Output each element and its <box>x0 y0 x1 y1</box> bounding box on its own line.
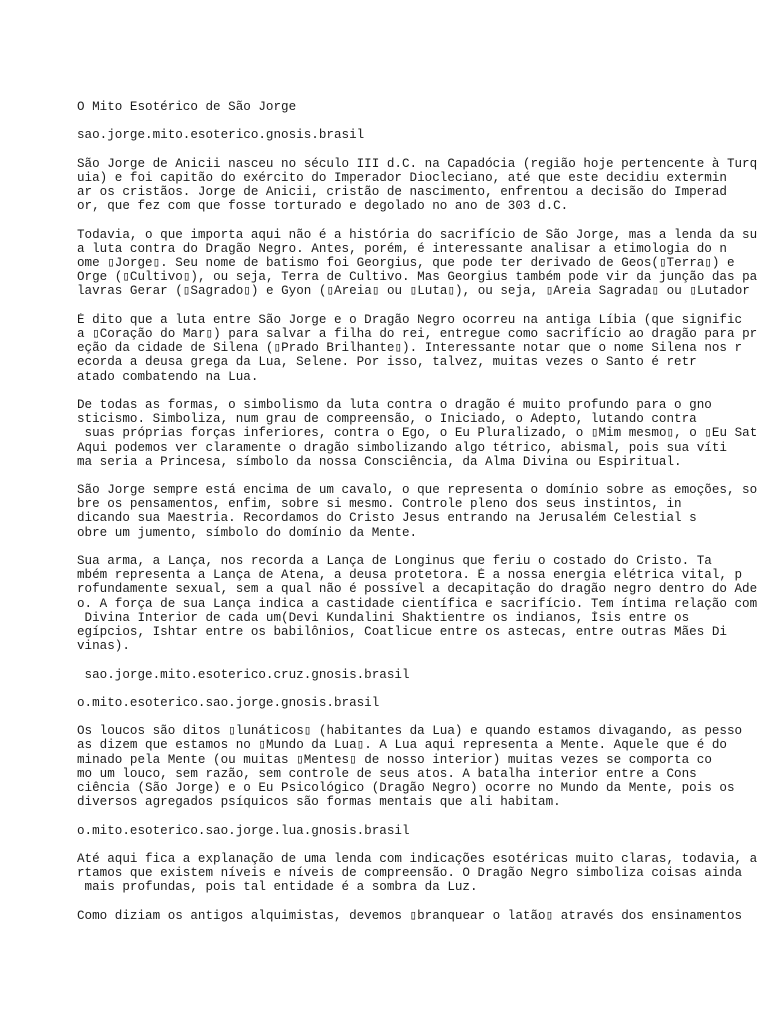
text-line: bre os pensamentos, enfim, sobre si mesmo. Controle pleno dos seus instintos, in <box>77 497 682 512</box>
text-line: Sua arma, a Lança, nos recorda a Lança de Longinus que feriu o costado do Cristo. Ta <box>77 554 712 568</box>
paragraph-5 <box>77 483 768 540</box>
paragraph-8 <box>77 852 768 895</box>
text-line: ma seria a Princesa, símbolo da nossa Consciência, da Alma Divina ou Espiritual. <box>77 454 682 469</box>
paragraph-2 <box>77 228 768 299</box>
text-line: Divina Interior de cada um(Devi Kundalini Shaktientre os indianos, Ísis entre os <box>77 610 690 625</box>
text-line: rofundamente sexual, sem a qual não é possível a decapitação do dragão negro dentro do Ade <box>77 582 758 597</box>
text-line: uia) e foi capitão do exército do Imperador Diocleciano, até que este decidiu extermin <box>77 170 727 185</box>
text-line: Até aqui fica a explanação de uma lenda com indicações esotéricas muito claras, todavia, a <box>77 851 758 866</box>
text-line: a luta contra do Dragão Negro. Antes, porém, é interessante analisar a etimologia do n <box>77 241 727 256</box>
paragraph-spacer <box>77 143 768 157</box>
text-line: a ▯Coração do Mar▯) para salvar a filha do rei, entregue como sacrifício ao dragão para pr <box>77 327 758 341</box>
paragraph-9 <box>77 909 768 923</box>
text-line: egípcios, Ishtar entre os babilônios, Coatlicue entre os astecas, entre outras Mães Di <box>77 624 727 639</box>
paragraph-6 <box>77 554 768 653</box>
paragraph-1 <box>77 157 768 214</box>
paragraph-spacer <box>77 299 768 313</box>
paragraph-4 <box>77 398 768 469</box>
site-name-4 <box>77 824 768 838</box>
document-title <box>77 100 768 114</box>
site-name-3 <box>77 696 768 710</box>
paragraph-spacer <box>77 682 768 696</box>
text-line: eção da cidade de Silena (▯Prado Brilhante▯). Interessante notar que o nome Silena nos r <box>77 341 743 356</box>
text-line: dicando sua Maestria. Recordamos do Cristo Jesus entrando na Jerusalém Celestial s <box>77 511 697 526</box>
text-line: mbém representa a Lança de Atena, a deusa protetora. É a nossa energia elétrica vital, p <box>77 568 743 583</box>
text-line: ciência (São Jorge) e o Eu Psicológico (Dragão Negro) ocorre no Mundo da Mente, pois os <box>77 781 735 795</box>
text-line: rtamos que existem níveis e níveis de compreensão. O Dragão Negro simboliza coisas ainda <box>77 866 743 881</box>
text-line: Aqui podemos ver claramente o dragão simbolizando algo tétrico, abismal, pois sua víti <box>77 440 727 455</box>
site-name-2 <box>77 668 768 682</box>
paragraph-spacer <box>77 895 768 909</box>
text-line: minado pela Mente (ou muitas ▯Mentes▯ de nosso interior) muitas vezes se comporta co <box>77 752 712 767</box>
text-line: ome ▯Jorge▯. Seu nome de batismo foi Georgius, que pode ter derivado de Geos(▯Terra▯) e <box>77 256 735 271</box>
text-line: suas próprias forças inferiores, contra o Ego, o Eu Pluralizado, o ▯Mim mesmo▯, o ▯Eu Sat <box>77 426 758 441</box>
paragraph-3 <box>77 313 768 384</box>
paragraph-spacer <box>77 469 768 483</box>
text-line: as dizem que estamos no ▯Mundo da Lua▯. A Lua aqui representa a Mente. Aquele que é do <box>77 738 727 753</box>
text-line: sticismo. Simboliza, num grau de compreensão, o Iniciado, o Adepto, lutando contra <box>77 412 697 427</box>
paragraph-spacer <box>77 838 768 852</box>
document-page <box>77 100 768 923</box>
paragraph-spacer <box>77 653 768 667</box>
text-line: sao.jorge.mito.esoterico.gnosis.brasil <box>77 128 365 143</box>
text-line: São Jorge de Anicii nasceu no século III d.C. na Capadócia (região hoje pertencente à Turq <box>77 156 758 171</box>
paragraph-7 <box>77 724 768 809</box>
text-line: É dito que a luta entre São Jorge e o Dragão Negro ocorreu na antiga Líbia (que signific <box>77 312 743 327</box>
text-line: ar os cristãos. Jorge de Anicii, cristão de nascimento, enfrentou a decisão do Imperad <box>77 185 727 200</box>
text-line: lavras Gerar (▯Sagrado▯) e Gyon (▯Areia▯ ou ▯Luta▯), ou seja, ▯Areia Sagrada▯ ou ▯Lutador <box>77 284 750 299</box>
text-line: mo um louco, sem razão, sem controle de seus atos. A batalha interior entre a Cons <box>77 766 697 781</box>
site-name-1 <box>77 128 768 142</box>
paragraph-spacer <box>77 710 768 724</box>
text-line: o. A força de sua Lança indica a castidade científica e sacrifício. Tem íntima relação com <box>77 596 758 611</box>
paragraph-spacer <box>77 809 768 823</box>
text-line: o.mito.esoterico.sao.jorge.gnosis.brasil <box>77 695 380 710</box>
text-line: O Mito Esotérico de São Jorge <box>77 100 297 114</box>
text-line: Todavia, o que importa aqui não é a história do sacrifício de São Jorge, mas a lenda da su <box>77 227 758 242</box>
text-line: Orge (▯Cultivo▯), ou seja, Terra de Cultivo. Mas Georgius também pode vir da junção das pa <box>77 270 758 285</box>
paragraph-spacer <box>77 540 768 554</box>
text-line: mais profundas, pois tal entidade é a sombra da Luz. <box>77 880 478 895</box>
text-line: De todas as formas, o simbolismo da luta contra o dragão é muito profundo para o gno <box>77 397 712 412</box>
text-line: vinas). <box>77 639 130 654</box>
text-line: sao.jorge.mito.esoterico.cruz.gnosis.brasil <box>77 667 410 682</box>
text-line: or, que fez com que fosse torturado e degolado no ano de 303 d.C. <box>77 199 569 214</box>
text-line: ecorda a deusa grega da Lua, Selene. Por isso, talvez, muitas vezes o Santo é retr <box>77 355 697 370</box>
paragraph-spacer <box>77 214 768 228</box>
text-line: Como diziam os antigos alquimistas, devemos ▯branquear o latão▯ através dos ensinamentos <box>77 908 743 923</box>
text-line: diversos agregados psíquicos são formas mentais que ali habitam. <box>77 795 561 810</box>
text-line: São Jorge sempre está encima de um cavalo, o que representa o domínio sobre as emoções, so <box>77 483 758 498</box>
text-line: o.mito.esoterico.sao.jorge.lua.gnosis.brasil <box>77 823 410 838</box>
paragraph-spacer <box>77 114 768 128</box>
paragraph-spacer <box>77 384 768 398</box>
text-line: Os loucos são ditos ▯lunáticos▯ (habitantes da Lua) e quando estamos divagando, as pesso <box>77 724 743 739</box>
text-line: obre um jumento, símbolo do domínio da Mente. <box>77 525 418 540</box>
text-line: atado combatendo na Lua. <box>77 369 259 384</box>
